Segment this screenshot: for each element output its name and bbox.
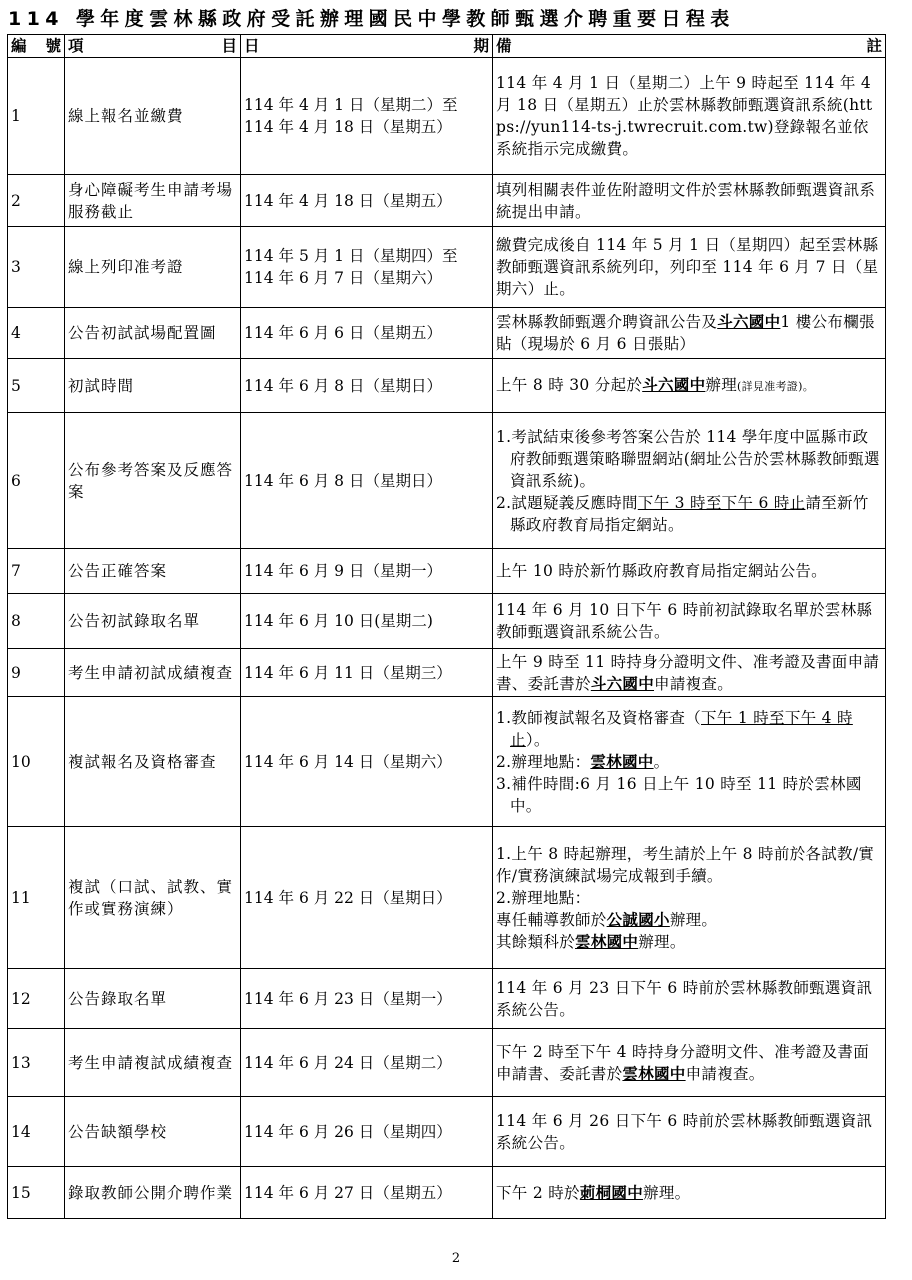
row-number: 10 <box>8 697 65 827</box>
row-item: 線上報名並繳費 <box>65 58 241 175</box>
row-item: 身心障礙考生申請考場服務截止 <box>65 175 241 227</box>
table-row <box>8 175 886 227</box>
schedule-table <box>7 34 886 1219</box>
row-number: 2 <box>8 175 65 227</box>
school-name: 雲林國中 <box>575 931 639 951</box>
school-name: 雲林國中 <box>590 751 654 771</box>
row-date: 114 年 6 月 10 日(星期二) <box>241 594 493 649</box>
row-note: 114 年 6 月 10 日下午 6 時前初試錄取名單於雲林縣教師甄選資訊系統公告。 <box>493 594 886 649</box>
table-row <box>8 227 886 308</box>
row-item: 公告缺額學校 <box>65 1097 241 1167</box>
table-row <box>8 549 886 594</box>
row-item: 考生申請複試成績複查 <box>65 1029 241 1097</box>
row-date: 114 年 4 月 1 日（星期二）至 114 年 4 月 18 日（星期五） <box>241 58 493 175</box>
row-number: 4 <box>8 308 65 359</box>
row-date: 114 年 4 月 18 日（星期五） <box>241 175 493 227</box>
row-date: 114 年 6 月 14 日（星期六） <box>241 697 493 827</box>
table-row <box>8 308 886 359</box>
row-note: 1.教師複試報名及資格審查（下午 1 時至下午 4 時止）。 2.辦理地點：雲林國中。 3.補件時間:6 月 16 日上午 10 時至 11 時於雲林國中。 <box>493 697 886 827</box>
row-item: 錄取教師公開介聘作業 <box>65 1167 241 1219</box>
table-row <box>8 1097 886 1167</box>
row-item: 公告錄取名單 <box>65 969 241 1029</box>
row-item: 公告初試錄取名單 <box>65 594 241 649</box>
row-item: 複試報名及資格審查 <box>65 697 241 827</box>
header-date: 日 期 <box>241 35 493 58</box>
table-row <box>8 58 886 175</box>
row-note: 上午 9 時至 11 時持身分證明文件、准考證及書面申請書、委託書於斗六國中申請複查。 <box>493 649 886 697</box>
row-date: 114 年 6 月 26 日（星期四） <box>241 1097 493 1167</box>
school-name: 斗六國中 <box>590 673 655 693</box>
school-name: 公誠國小 <box>606 909 670 929</box>
school-name: 斗六國中 <box>642 374 706 394</box>
row-date: 114 年 5 月 1 日（星期四）至 114 年 6 月 7 日（星期六） <box>241 227 493 308</box>
row-number: 5 <box>8 359 65 413</box>
row-note: 下午 2 時至下午 4 時持身分證明文件、准考證及書面申請書、委託書於雲林國中申請複查。 <box>493 1029 886 1097</box>
table-row <box>8 1167 886 1219</box>
row-note: 上午 8 時 30 分起於斗六國中辦理(詳見准考證)。 <box>493 359 886 413</box>
header-number: 編 號 <box>8 35 65 58</box>
row-number: 1 <box>8 58 65 175</box>
table-header-row <box>8 35 886 58</box>
row-item: 考生申請初試成績複查 <box>65 649 241 697</box>
row-number: 12 <box>8 969 65 1029</box>
row-number: 7 <box>8 549 65 594</box>
row-note: 填列相關表件並佐附證明文件於雲林縣教師甄選資訊系統提出申請。 <box>493 175 886 227</box>
row-item: 公布參考答案及反應答案 <box>65 413 241 549</box>
row-note: 1.考試結束後參考答案公告於 114 學年度中區縣市政府教師甄選策略聯盟網站(網址公告於雲林縣教師甄選資訊系統)。 2.試題疑義反應時間下午 3 時至下午 6 時止請至新竹縣政府教育局指定網站。 <box>493 413 886 549</box>
table-row <box>8 649 886 697</box>
row-item: 公告正確答案 <box>65 549 241 594</box>
row-date: 114 年 6 月 6 日（星期五） <box>241 308 493 359</box>
table-row <box>8 1029 886 1097</box>
table-row <box>8 827 886 969</box>
row-item: 複試（口試、試教、實作或實務演練） <box>65 827 241 969</box>
table-row <box>8 697 886 827</box>
row-date: 114 年 6 月 23 日（星期一） <box>241 969 493 1029</box>
row-date: 114 年 6 月 27 日（星期五） <box>241 1167 493 1219</box>
row-number: 13 <box>8 1029 65 1097</box>
header-note: 備 註 <box>493 35 886 58</box>
row-item: 初試時間 <box>65 359 241 413</box>
row-number: 15 <box>8 1167 65 1219</box>
row-number: 14 <box>8 1097 65 1167</box>
row-item: 線上列印准考證 <box>65 227 241 308</box>
row-note: 1.上午 8 時起辦理，考生請於上午 8 時前於各試教/實作/實務演練試場完成報到手續。 2.辦理地點： 專任輔導教師於公誠國小辦理。 其餘類科於雲林國中辦理。 <box>493 827 886 969</box>
school-name: 斗六國中 <box>717 312 781 331</box>
row-note: 114 年 4 月 1 日（星期二）上午 9 時起至 114 年 4 月 18 日（星期五）止於雲林縣教師甄選資訊系統(https://yun114-ts-j.twrecruit.com.tw)登錄報名並依系統指示完成繳費。 <box>493 58 886 175</box>
row-date: 114 年 6 月 22 日（星期日） <box>241 827 493 969</box>
table-row <box>8 969 886 1029</box>
table-row <box>8 594 886 649</box>
school-name: 莿桐國中 <box>579 1182 644 1202</box>
row-date: 114 年 6 月 8 日（星期日） <box>241 413 493 549</box>
row-number: 6 <box>8 413 65 549</box>
header-item: 項 目 <box>65 35 241 58</box>
row-note: 下午 2 時於莿桐國中辦理。 <box>493 1167 886 1219</box>
row-note: 上午 10 時於新竹縣政府教育局指定網站公告。 <box>493 549 886 594</box>
row-note: 114 年 6 月 26 日下午 6 時前於雲林縣教師甄選資訊系統公告。 <box>493 1097 886 1167</box>
row-note: 繳費完成後自 114 年 5 月 1 日（星期四）起至雲林縣教師甄選資訊系統列印，列印至 114 年 6 月 7 日（星期六）止。 <box>493 227 886 308</box>
row-note: 114 年 6 月 23 日下午 6 時前於雲林縣教師甄選資訊系統公告。 <box>493 969 886 1029</box>
row-number: 9 <box>8 649 65 697</box>
school-name: 雲林國中 <box>622 1063 686 1083</box>
row-number: 8 <box>8 594 65 649</box>
page-number: 2 <box>451 1251 461 1266</box>
row-item: 公告初試試場配置圖 <box>65 308 241 359</box>
row-number: 11 <box>8 827 65 969</box>
row-date: 114 年 6 月 24 日（星期二） <box>241 1029 493 1097</box>
table-row <box>8 359 886 413</box>
row-date: 114 年 6 月 11 日（星期三） <box>241 649 493 697</box>
table-row <box>8 413 886 549</box>
row-note: 雲林縣教師甄選介聘資訊公告及斗六國中1 樓公布欄張貼（現場於 6 月 6 日張貼） <box>493 308 886 359</box>
row-number: 3 <box>8 227 65 308</box>
document-title: 114 學年度雲林縣政府受託辦理國民中學教師甄選介聘重要日程表 <box>8 8 735 30</box>
row-date: 114 年 6 月 9 日（星期一） <box>241 549 493 594</box>
row-date: 114 年 6 月 8 日（星期日） <box>241 359 493 413</box>
